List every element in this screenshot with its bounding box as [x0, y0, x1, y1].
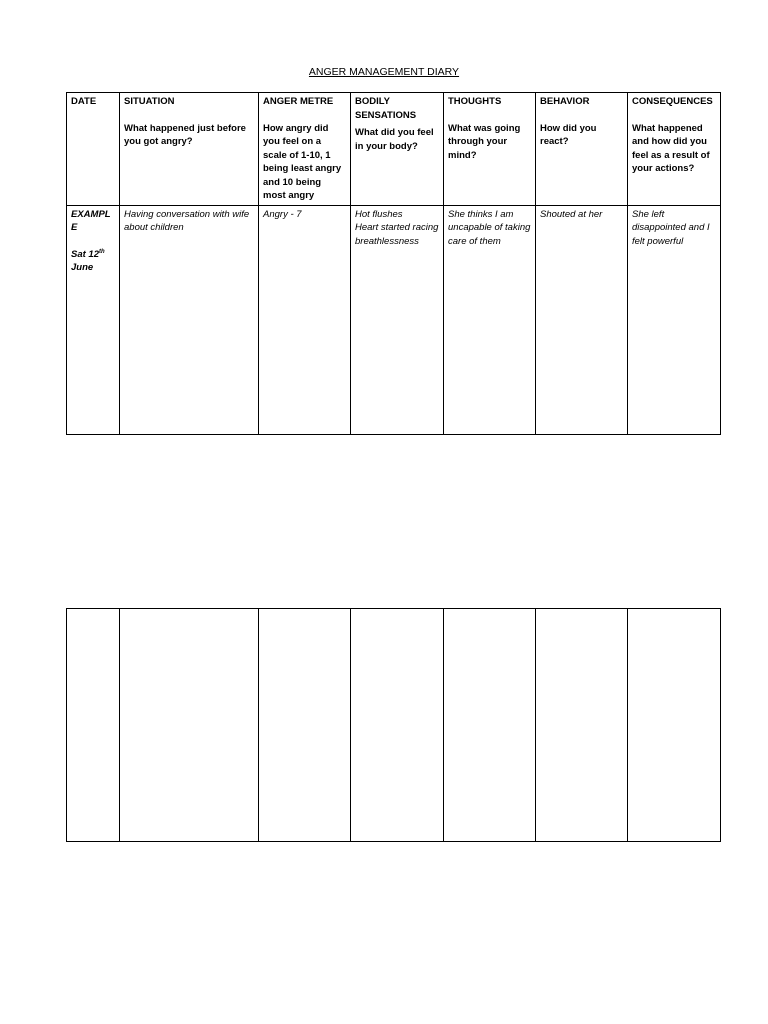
blank-bodily-cell[interactable]	[351, 609, 444, 842]
header-cell-consequences	[628, 93, 721, 206]
example-bodily	[351, 205, 444, 434]
column-question: What was going through your mind?	[448, 122, 521, 161]
example-date-day: Sat 12	[71, 248, 99, 260]
blank-behavior-cell[interactable]	[536, 609, 628, 842]
example-date-cell	[67, 205, 120, 434]
header-cell-date	[67, 93, 120, 206]
example-date-month: June	[71, 262, 94, 273]
example-label: EXAMPLE	[71, 208, 111, 233]
blank-thoughts-cell[interactable]	[444, 609, 536, 842]
column-header: DATE	[71, 96, 97, 107]
page-title: ANGER MANAGEMENT DIARY	[308, 66, 460, 78]
column-header: CONSEQUENCES	[632, 96, 713, 107]
column-header: ANGER METRE	[263, 96, 334, 107]
example-row	[67, 205, 721, 434]
column-header: BODILY SENSATIONS	[355, 96, 417, 121]
column-question: What did you feel in your body?	[355, 127, 434, 152]
blank-situation-cell[interactable]	[120, 609, 259, 842]
blank-anger-cell[interactable]	[259, 609, 351, 842]
header-row	[67, 93, 721, 206]
example-situation: Having conversation with wife about children	[120, 205, 259, 434]
example-consequences: She left disappointed and I felt powerful	[628, 205, 721, 434]
example-anger: Angry - 7	[259, 205, 351, 434]
column-question: What happened and how did you feel as a result of your actions?	[632, 122, 710, 174]
header-cell-situation	[120, 93, 259, 206]
header-cell-thoughts	[444, 93, 536, 206]
header-cell-anger-metre	[259, 93, 351, 206]
bodily-line: Heart started racing	[355, 222, 439, 233]
column-header: THOUGHTS	[448, 96, 502, 107]
example-thoughts: She thinks I am uncapable of taking care of them	[444, 205, 536, 434]
column-question: How angry did you feel on a scale of 1-10, 1 being least angry and 10 being most angry	[263, 122, 342, 201]
bodily-line: Hot flushes	[355, 208, 403, 220]
example-date	[71, 248, 115, 262]
diary-table	[66, 92, 721, 435]
blank-diary-table	[66, 608, 721, 842]
column-header: BEHAVIOR	[540, 96, 590, 107]
example-behavior: Shouted at her	[536, 205, 628, 434]
column-header: SITUATION	[124, 96, 175, 107]
column-question: What happened just before you got angry?	[124, 122, 246, 147]
blank-consequences-cell[interactable]	[628, 609, 721, 842]
header-cell-behavior	[536, 93, 628, 206]
blank-date-cell[interactable]	[67, 609, 120, 842]
example-date-suffix: th	[99, 248, 105, 255]
header-cell-bodily-sensations	[351, 93, 444, 206]
bodily-line: breathlessness	[355, 235, 419, 247]
blank-row	[67, 609, 721, 842]
column-question: How did you react?	[540, 122, 597, 147]
